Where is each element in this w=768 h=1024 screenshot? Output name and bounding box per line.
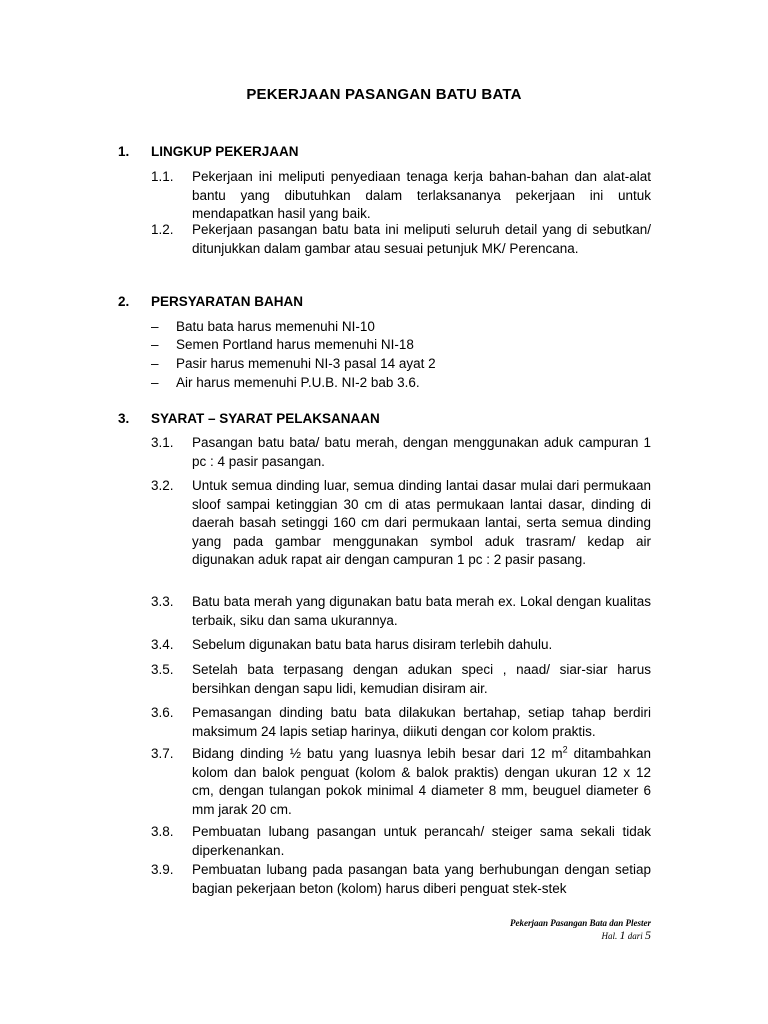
superscript: 2 xyxy=(562,744,568,755)
item-number: 3.8. xyxy=(151,824,174,839)
item-number: 1.1. xyxy=(151,169,174,184)
list-item-3-1 xyxy=(151,434,651,471)
footer-title: Pekerjaan Pasangan Bata dan Plester xyxy=(509,918,651,928)
item-text xyxy=(192,745,651,819)
list-item-3-8 xyxy=(151,823,651,860)
item-number: 3.5. xyxy=(151,662,174,677)
footer-total-pages: 5 xyxy=(645,928,651,942)
list-item-3-7 xyxy=(151,745,651,819)
page-footer xyxy=(510,918,651,943)
bullet-text: Air harus memenuhi P.U.B. NI-2 bab 3.6. xyxy=(176,375,420,390)
bullet-text: Semen Portland harus memenuhi NI-18 xyxy=(176,337,414,352)
item-text: Untuk semua dinding luar, semua dinding lantai dasar mulai dari permukaan sloof sampai ketinggian 30 cm di atas permukaan lantai dasar, dinding di daerah basah setinggi 160 cm dari permukaan lantai, serta semua dinding yang pada gambar menggunakan symbol aduk trasram/ kedap air digunakan aduk rapat air dengan campuran 1 pc : 2 pasir pasang. xyxy=(192,478,651,568)
bullet-text: Batu bata harus memenuhi NI-10 xyxy=(176,319,375,334)
item-text: Pekerjaan pasangan batu bata ini meliputi seluruh detail yang di sebutkan/ ditunjukkan dalam gambar atau sesuai petunjuk MK/ Perencana. xyxy=(192,222,651,256)
dash-bullet: – xyxy=(151,375,159,390)
list-item-3-9 xyxy=(151,861,651,898)
section-title: PERSYARATAN BAHAN xyxy=(151,294,304,309)
item-number: 3.9. xyxy=(151,862,174,877)
section-title: SYARAT – SYARAT PELAKSANAAN xyxy=(151,411,380,426)
list-item-3-5 xyxy=(151,661,651,698)
list-item-3-4 xyxy=(151,636,651,655)
item-text: Pekerjaan ini meliputi penyediaan tenaga kerja bahan-bahan dan alat-alat bantu yang dibutuhkan dalam terlaksananya pekerjaan ini untuk mendapatkan hasil yang baik. xyxy=(192,169,651,222)
item-number: 3.7. xyxy=(151,746,174,761)
item-text: Pembuatan lubang pasangan untuk perancah/ steiger sama sekali tidak diperkenankan. xyxy=(192,824,651,858)
dash-bullet: – xyxy=(151,337,159,352)
item-number: 1.2. xyxy=(151,222,174,237)
item-text: Setelah bata terpasang dengan adukan speci , naad/ siar-siar harus bersihkan dengan sapu lidi, kemudian disiram air. xyxy=(192,662,651,696)
item-text-part: ditambahkan kolom dan balok penguat (kolom & balok praktis) dengan ukuran 12 x 12 cm, dengan tulangan pokok minimal 4 diameter 8 mm, beuguel diameter 6 mm jarak 20 cm. xyxy=(192,746,651,817)
footer-hal-label: Hal. xyxy=(601,931,618,941)
item-text: Pemasangan dinding batu bata dilakukan bertahap, setiap tahap berdiri maksimum 24 lapis setiap harinya, diikuti dengan cor kolom praktis. xyxy=(192,705,651,739)
item-text: Pasangan batu bata/ batu merah, dengan menggunakan aduk campuran 1 pc : 4 pasir pasangan. xyxy=(192,435,651,469)
item-number: 3.4. xyxy=(151,637,174,652)
item-text-part: Bidang dinding ½ batu yang luasnya lebih besar dari 12 m xyxy=(192,746,563,761)
item-text: Pembuatan lubang pada pasangan bata yang berhubungan dengan setiap bagian pekerjaan beton (kolom) harus diberi penguat stek-stek xyxy=(192,862,651,896)
list-item-1-1 xyxy=(151,168,651,224)
list-item-3-6 xyxy=(151,704,651,741)
item-number: 3.2. xyxy=(151,478,174,493)
footer-of-label: dari xyxy=(627,931,643,941)
item-text: Batu bata merah yang digunakan batu bata merah ex. Lokal dengan kualitas terbaik, siku dan sama ukurannya. xyxy=(192,594,651,628)
section-number: 2. xyxy=(118,294,130,309)
document-title: PEKERJAAN PASANGAN BATU BATA xyxy=(246,86,522,103)
item-number: 3.6. xyxy=(151,705,174,720)
dash-bullet: – xyxy=(151,319,159,334)
bullet-text: Pasir harus memenuhi NI-3 pasal 14 ayat 2 xyxy=(176,356,436,371)
item-text: Sebelum digunakan batu bata harus disiram terlebih dahulu. xyxy=(192,637,553,652)
item-number: 3.3. xyxy=(151,594,174,609)
list-item-1-2 xyxy=(151,221,651,258)
section-title: LINGKUP PEKERJAAN xyxy=(151,144,299,159)
section-number: 3. xyxy=(118,411,130,426)
footer-page-number: 1 xyxy=(619,928,626,942)
list-item-3-3 xyxy=(151,593,651,630)
section-number: 1. xyxy=(118,144,130,159)
list-item-3-2 xyxy=(151,477,651,570)
item-number: 3.1. xyxy=(151,435,174,450)
page-indicator xyxy=(510,928,651,943)
dash-bullet: – xyxy=(151,356,159,371)
